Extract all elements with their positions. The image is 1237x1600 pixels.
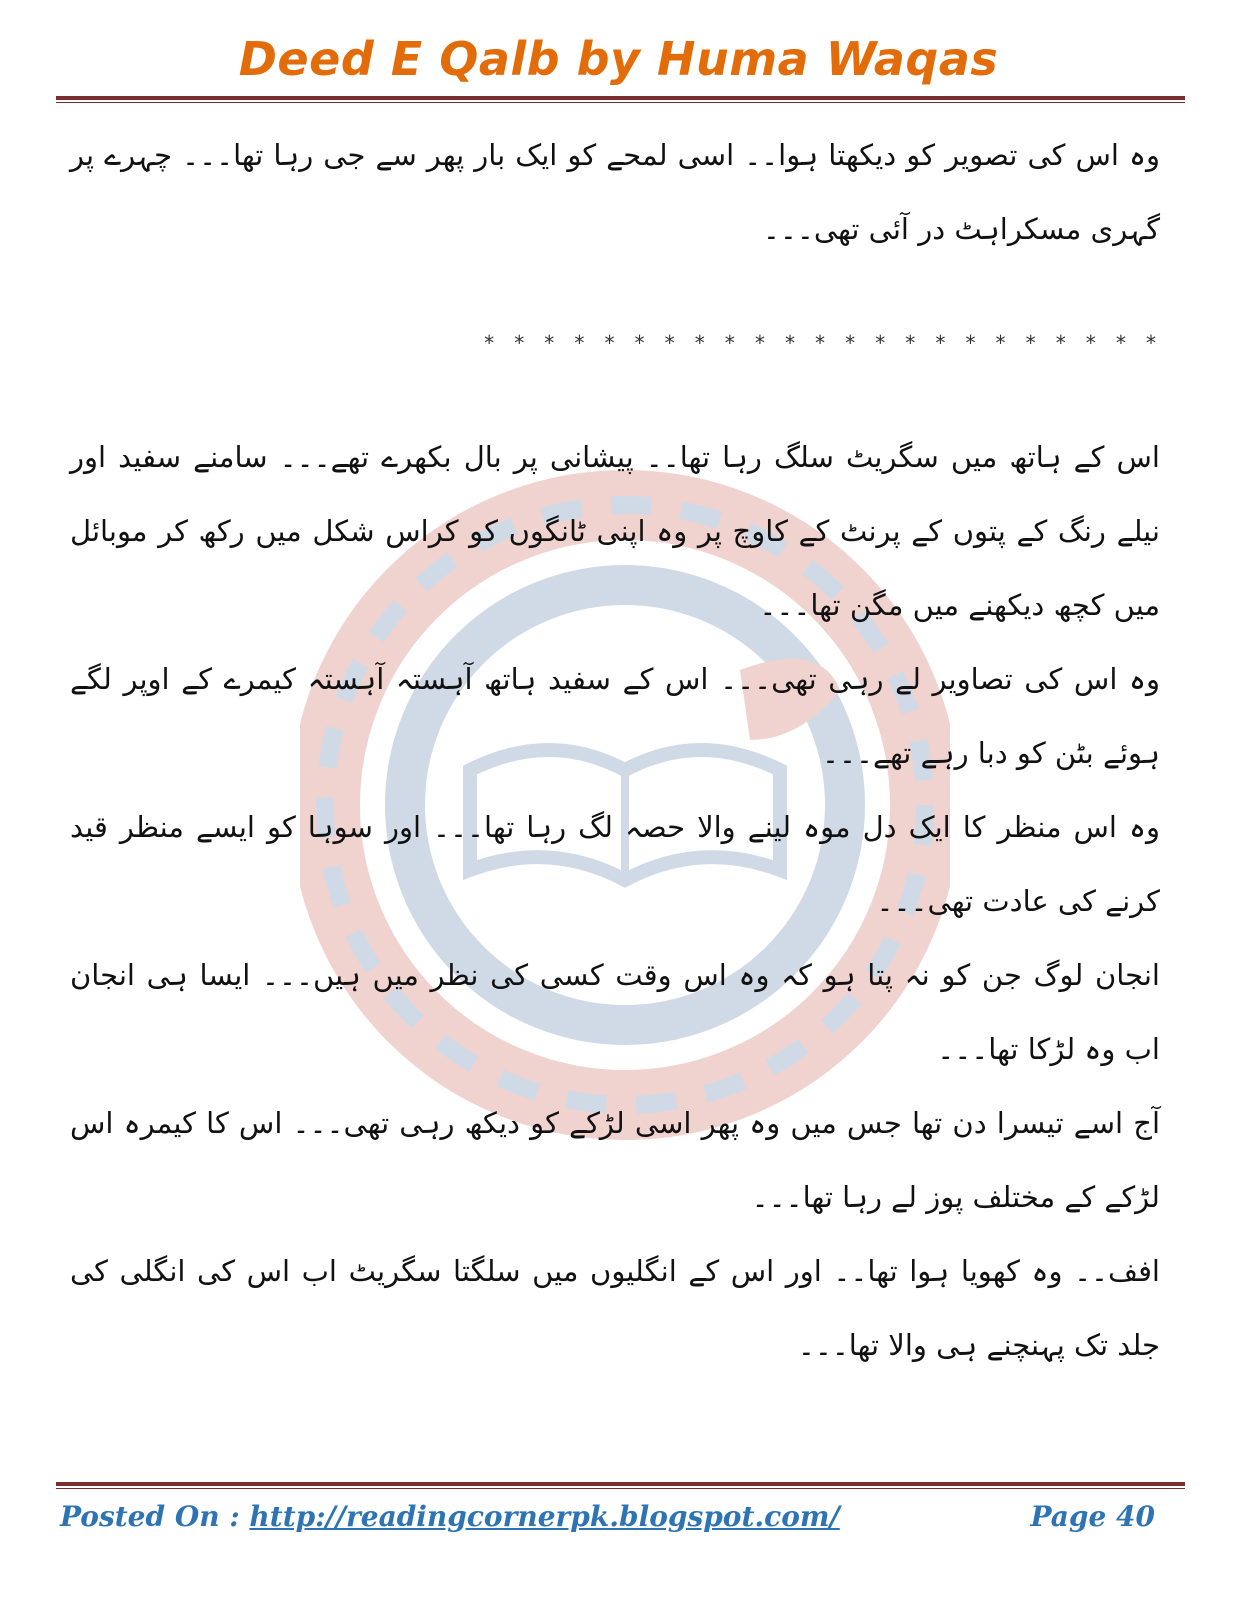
paragraph: آج اسے تیسرا دن تھا جس میں وہ پھر اسی لڑکے کو دیکھ رہی تھی۔۔۔ اس کا کیمرہ اس لڑکے کے مختلف پوز لے رہا تھا۔۔۔ [70,1106,1160,1214]
posted-on [60,1500,840,1533]
header-rule [56,96,1185,100]
page-footer [60,1500,1155,1540]
blog-link[interactable]: http://readingcornerpk.blogspot.com/ [249,1500,840,1533]
paragraph-gap [70,374,1160,420]
footer-rule-thin [56,1488,1185,1489]
paragraph: وہ اس منظر کا ایک دل موہ لینے والا حصہ لگ رہا تھا۔۔۔ اور سوہا کو ایسے منظر قید کرنے کی عادت تھی۔۔۔ [70,810,1160,918]
header-rule-thin [56,102,1185,103]
document-title: Deed E Qalb by Huma Waqas [238,32,999,86]
paragraph: افف۔۔ وہ کھویا ہوا تھا۔۔ اور اس کے انگلیوں میں سلگتا سگریٹ اب اس کی انگلی کی جلد تک پہنچنے ہی والا تھا۔۔۔ [70,1254,1160,1362]
paragraph: وہ اس کی تصاویر لے رہی تھی۔۔۔ اس کے سفید ہاتھ آہستہ آہستہ کیمرے کے اوپر لگے ہوئے بٹن کو دبا رہے تھے۔۔۔ [70,662,1160,770]
paragraph: وہ اس کی تصویر کو دیکھتا ہوا۔۔ اسی لمحے کو ایک بار پھر سے جی رہا تھا۔۔۔ چہرے پر گہری مسکراہٹ در آئی تھی۔۔۔ [70,138,1160,246]
scene-separator: * * * * * * * * * * * * * * * * * * * * * * * [483,331,1160,355]
paragraph-gap [70,266,1160,312]
posted-on-label: Posted On : [60,1500,250,1533]
paragraph: انجان لوگ جن کو نہ پتا ہو کہ وہ اس وقت کسی کی نظر میں ہیں۔۔۔ ایسا ہی انجان اب وہ لڑکا تھا۔۔۔ [70,958,1160,1066]
footer-rule [56,1482,1185,1486]
page-number: Page 40 [1030,1500,1155,1533]
story-text [70,118,1160,1382]
paragraph: اس کے ہاتھ میں سگریٹ سلگ رہا تھا۔۔ پیشانی پر بال بکھرے تھے۔۔۔ سامنے سفید اور نیلے رنگ کے پتوں کے پرنٹ کے کاوچ پر وہ اپنی ٹانگوں کو کراس شکل میں رکھ کر موبائل میں کچھ دیکھنے میں مگن تھا۔۔۔ [70,440,1160,622]
